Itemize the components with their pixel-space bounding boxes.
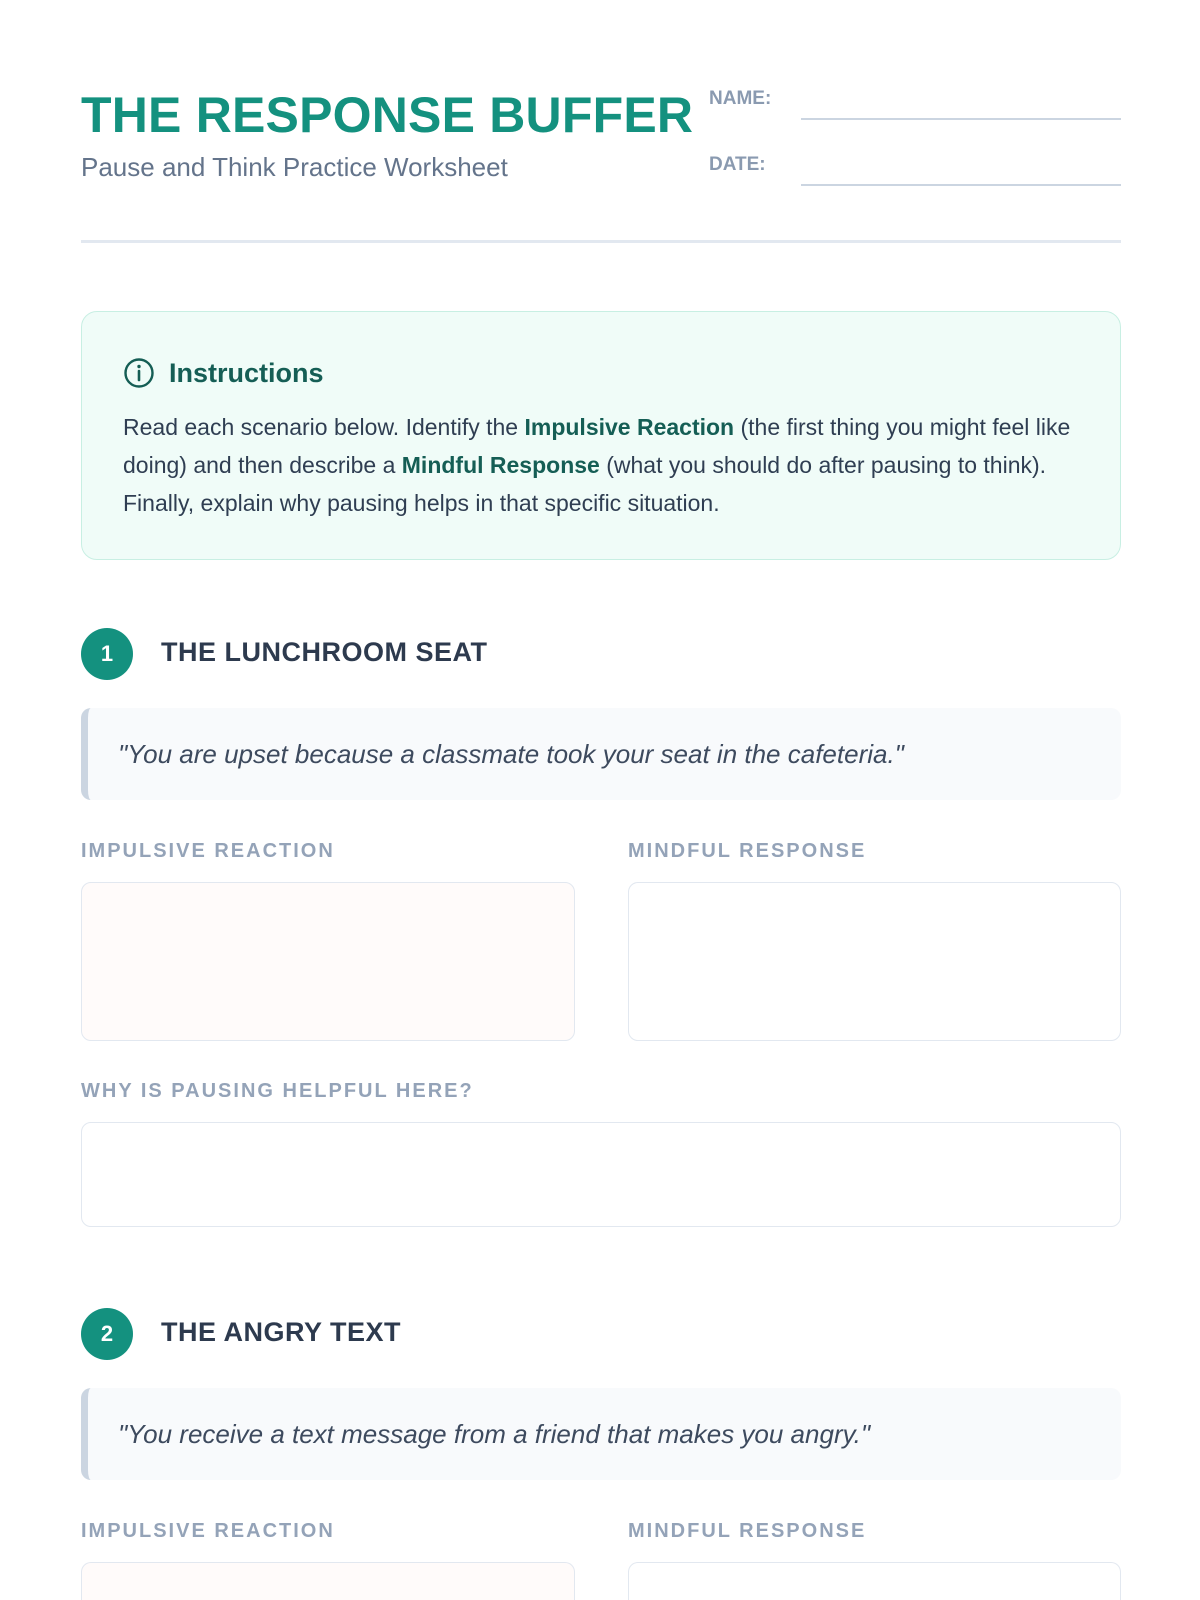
instructions-text-3: (what you should do after pausing to think). Finally, explain why pausing helps in that specific situation.: [123, 452, 1047, 516]
instructions-text-1: Read each scenario below. Identify the: [123, 414, 525, 440]
instructions-panel: [81, 311, 1121, 560]
mindful-response-box[interactable]: [628, 882, 1121, 1041]
impulsive-reaction-term: Impulsive Reaction: [524, 414, 735, 440]
date-label: DATE:: [709, 154, 766, 175]
impulsive-reaction-box[interactable]: [81, 882, 575, 1041]
name-field[interactable]: [801, 118, 1121, 120]
mindful-response-term: Mindful Response: [401, 452, 600, 478]
info-icon: [123, 357, 155, 389]
instructions-text: [123, 408, 1083, 522]
mindful-response-box[interactable]: [628, 1562, 1121, 1600]
instructions-title: Instructions: [169, 357, 324, 388]
section-number-badge: 1: [81, 628, 133, 680]
date-field[interactable]: [801, 184, 1121, 186]
why-pausing-box[interactable]: [81, 1122, 1121, 1227]
name-label: NAME:: [709, 88, 772, 109]
section-title: THE LUNCHROOM SEAT: [161, 637, 488, 667]
mindful-response-label: MINDFUL RESPONSE: [628, 840, 867, 862]
instructions-heading: [123, 357, 324, 389]
section-title: THE ANGRY TEXT: [161, 1317, 402, 1347]
scenario-quote: [81, 1388, 1121, 1480]
impulsive-reaction-label: IMPULSIVE REACTION: [81, 1520, 335, 1542]
worksheet-header: [81, 86, 1121, 246]
section-number-badge: 2: [81, 1308, 133, 1360]
impulsive-reaction-box[interactable]: [81, 1562, 575, 1600]
scenario-quote: [81, 708, 1121, 800]
impulsive-reaction-label: IMPULSIVE REACTION: [81, 840, 335, 862]
mindful-response-label: MINDFUL RESPONSE: [628, 1520, 867, 1542]
scenario-text: "You receive a text message from a friend that makes you angry.": [118, 1418, 871, 1449]
instructions-text-2: (the first thing you might feel like doing) and then describe a: [123, 414, 1071, 478]
page-subtitle: Pause and Think Practice Worksheet: [81, 152, 508, 182]
header-divider: [81, 240, 1121, 243]
why-pausing-label: WHY IS PAUSING HELPFUL HERE?: [81, 1080, 474, 1102]
page-title: THE RESPONSE BUFFER: [81, 87, 694, 143]
scenario-text: "You are upset because a classmate took your seat in the cafeteria.": [118, 738, 904, 769]
